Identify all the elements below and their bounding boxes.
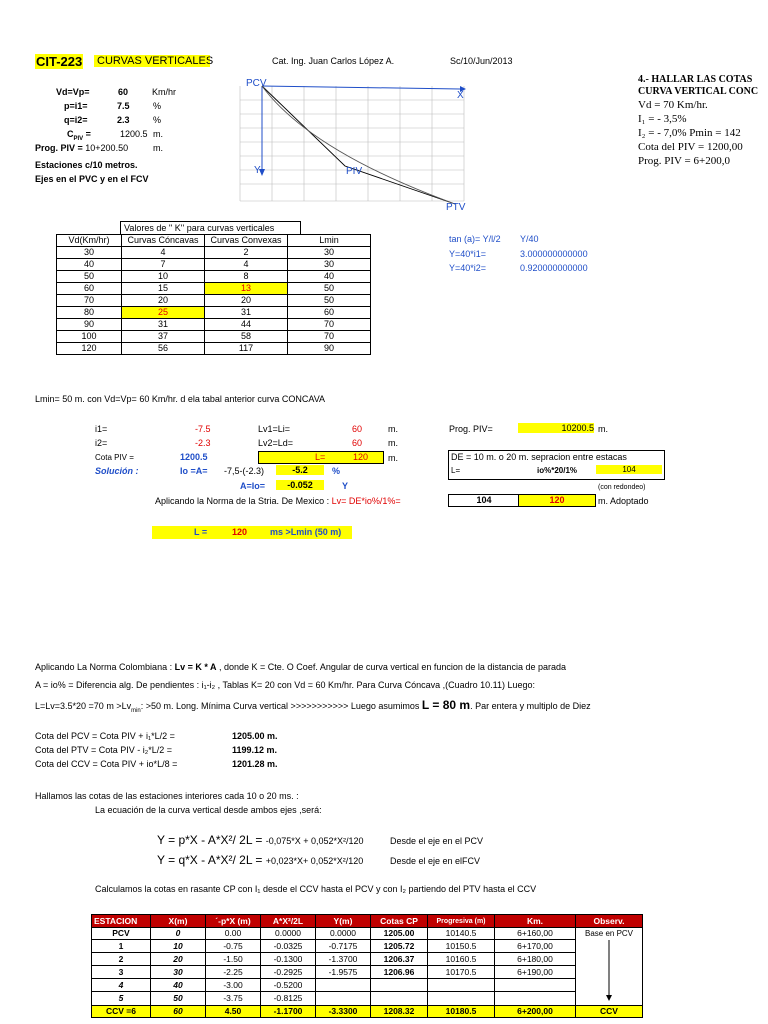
diagram-label-piv: PIV <box>346 166 363 177</box>
final-l-label: L = <box>194 527 208 537</box>
k-cell: 4 <box>122 247 205 259</box>
prog-piv-label: Prog. PIV= <box>449 424 493 434</box>
k-cell: 30 <box>57 247 122 259</box>
k-cell: 31 <box>122 319 205 331</box>
cell-ax2: -0.2925 <box>261 966 316 979</box>
calc-a-value: -0.052 <box>276 480 324 490</box>
cell-km: 6+170,00 <box>495 940 576 953</box>
cell-y: 0.0000 <box>316 928 371 940</box>
k-cell: 60 <box>288 307 371 319</box>
k-table-title: Valores de '' K'' para curvas verticales <box>120 221 301 235</box>
cell-estacion: CCV =6 <box>92 1005 151 1017</box>
equation-fcv-note: Desde el eje en elFCV <box>390 856 481 866</box>
param-p-label: p=i1= <box>64 101 88 111</box>
cell-y: -0.7175 <box>316 940 371 953</box>
equation-pcv-note: Desde el eje en el PCV <box>390 836 484 846</box>
de-text: DE = 10 m. o 20 m. sepracion entre estacas <box>451 452 627 462</box>
calc-l-unit: m. <box>388 453 398 463</box>
param-cpiv-unit: m. <box>153 129 163 139</box>
k-cell: 8 <box>205 271 288 283</box>
cell-x: 0 <box>151 928 206 940</box>
k-cell: 40 <box>288 271 371 283</box>
calc-lv1-value: 60 <box>352 424 363 434</box>
calc-cota-label: Cota PIV = <box>95 453 134 462</box>
cell-y <box>316 992 371 1005</box>
k-table-header-row <box>57 235 371 247</box>
diagram-label-pcv: PCV <box>246 78 267 89</box>
diagram-label-x: X <box>457 90 464 101</box>
tan-r3a: Y=40*i2= <box>449 263 487 273</box>
cell-ax2: -0.0325 <box>261 940 316 953</box>
cell-y <box>316 979 371 992</box>
problem-line-7: Prog. PIV = 6+200,0 <box>638 155 730 167</box>
cell-estacion: PCV <box>92 928 151 940</box>
cell-cotas: 1205.72 <box>371 940 428 953</box>
cell-progresiva: 10140.5 <box>428 928 495 940</box>
cell-estacion: 5 <box>92 992 151 1005</box>
calc-i1-value: -7.5 <box>195 424 211 434</box>
k-cell: 30 <box>288 247 371 259</box>
k-cell-highlight: 25 <box>122 307 205 319</box>
calc-i2-label: i2= <box>95 438 108 448</box>
colombian-line-2: A = io% = Diferencia alg. De pendientes : i₁-i₂ , Tablas K= 20 con Vd = 60 Km/hr. Para Curva Cóncava ,(Cuadro 10.11) Luego: <box>35 680 535 690</box>
hallamos-note: Hallamos las cotas de las estaciones interiores cada 10 o 20 ms. : <box>35 791 299 801</box>
k-cell: 70 <box>288 331 371 343</box>
k-cell: 30 <box>288 259 371 271</box>
cell-x: 30 <box>151 966 206 979</box>
stations-table <box>91 914 643 1018</box>
tan-r3b: 0.920000000000 <box>520 263 588 273</box>
param-vd-label: Vd=Vp= <box>56 87 90 97</box>
cell-cotas: 1206.37 <box>371 953 428 966</box>
cell-y: -1.9575 <box>316 966 371 979</box>
th-x: X(m) <box>151 915 206 928</box>
k-cell: 40 <box>57 259 122 271</box>
table-row <box>92 953 643 966</box>
table-row <box>57 319 371 331</box>
cell-estacion: 1 <box>92 940 151 953</box>
cell-x: 10 <box>151 940 206 953</box>
down-arrow-icon <box>599 940 619 1002</box>
cell-x: 20 <box>151 953 206 966</box>
k-cell: 50 <box>57 271 122 283</box>
k-cell: 20 <box>122 295 205 307</box>
cell-km: 6+190,00 <box>495 966 576 979</box>
equation-pcv: Y = p*X - A*X²/ 2L = -0,075*X + 0,052*X²/120 <box>157 833 364 847</box>
param-vd-unit: Km/hr <box>152 87 177 97</box>
cell-ax2: -1.1700 <box>261 1005 316 1017</box>
cell-cotas <box>371 992 428 1005</box>
calc-i2-value: -2.3 <box>195 438 211 448</box>
norma-mexico: Aplicando la Norma de la Stria. De Mexico : Lv= DE*io%/1%= <box>155 496 401 506</box>
cell-progresiva: 10160.5 <box>428 953 495 966</box>
cell-cotas: 1206.96 <box>371 966 428 979</box>
table-row <box>57 331 371 343</box>
cell-y: -3.3300 <box>316 1005 371 1017</box>
diagram-label-y: Y <box>254 165 261 176</box>
k-cell: 44 <box>205 319 288 331</box>
param-cpiv-value: 1200.5 <box>120 129 148 139</box>
problem-line-5: I₂ = - 7,0% Pmin = 142 <box>638 127 741 139</box>
date: Sc/10/Jun/2013 <box>450 56 513 66</box>
param-q-unit: % <box>153 115 162 125</box>
cell-ax2: 0.0000 <box>261 928 316 940</box>
k-header-concavas: Curvas Cóncavas <box>122 235 205 247</box>
table-row <box>57 283 371 295</box>
cell-observ: CCV <box>576 1005 643 1017</box>
cell-km <box>495 992 576 1005</box>
calc-l-value: 120 <box>353 452 369 462</box>
cota-ptv-value: 1199.12 m. <box>232 745 278 755</box>
calculamos-note: Calculamos la cotas en rasante CP con I₁ desde el CCV hasta el PCV y con I₂ partiendo del PTV hasta el CCV <box>95 884 537 894</box>
table-row <box>92 966 643 979</box>
table-row <box>57 259 371 271</box>
th-progresiva: Progresiva (m) <box>428 915 495 928</box>
k-cell: 120 <box>57 343 122 355</box>
cell-observ: Base en PCV <box>576 928 643 940</box>
cell-px: -0.75 <box>206 940 261 953</box>
cell-x: 50 <box>151 992 206 1005</box>
k-table <box>56 234 371 355</box>
k-header-convexas: Curvas Convexas <box>205 235 288 247</box>
k-cell: 56 <box>122 343 205 355</box>
adopt-unit: m. Adoptado <box>598 496 649 506</box>
de-value: 104 <box>596 465 662 474</box>
prog-piv-unit-2: m. <box>598 424 608 434</box>
k-cell-highlight: 13 <box>205 283 288 295</box>
calc-io-unit: % <box>332 466 341 476</box>
final-l-banner <box>152 526 352 539</box>
final-l-value: 120 <box>232 527 248 537</box>
tan-r1b: Y/40 <box>520 234 539 244</box>
cell-estacion: 2 <box>92 953 151 966</box>
calc-y-label: Y <box>342 481 349 491</box>
k-cell: 90 <box>288 343 371 355</box>
problem-line-6: Cota del PIV = 1200,00 <box>638 141 743 153</box>
author: Cat. Ing. Juan Carlos López A. <box>272 56 395 66</box>
k-cell: 70 <box>288 319 371 331</box>
k-header-vd: Vd(Km/hr) <box>57 235 122 247</box>
prog-piv-unit: m. <box>153 143 163 153</box>
calc-l-label: L= <box>315 452 326 462</box>
param-q-value: 2.3 <box>117 115 130 125</box>
vertical-curve-diagram <box>225 76 470 216</box>
equation-fcv: Y = q*X - A*X²/ 2L = +0,023*X+ 0,052*X²/120 <box>157 853 364 867</box>
th-y: Y(m) <box>316 915 371 928</box>
problem-line-1: 4.- HALLAR LAS COTAS <box>638 74 753 85</box>
k-cell: 117 <box>205 343 288 355</box>
k-cell: 10 <box>122 271 205 283</box>
cell-progresiva <box>428 992 495 1005</box>
cell-px: 0.00 <box>206 928 261 940</box>
cell-km: 6+160,00 <box>495 928 576 940</box>
param-vd-value: 60 <box>118 87 129 97</box>
th-cotas: Cotas CP <box>371 915 428 928</box>
cell-ax2: -0.8125 <box>261 992 316 1005</box>
cell-estacion: 3 <box>92 966 151 979</box>
table-row <box>57 247 371 259</box>
k-cell: 50 <box>288 283 371 295</box>
k-cell: 100 <box>57 331 122 343</box>
problem-line-3: Vd = 70 Km/hr. <box>638 99 708 111</box>
cell-cotas: 1208.32 <box>371 1005 428 1017</box>
table-row <box>92 992 643 1005</box>
th-observ: Observ. <box>576 915 643 928</box>
calc-cota-value: 1200.5 <box>180 452 208 462</box>
stations-header-row <box>92 915 643 928</box>
tan-r2a: Y=40*i1= <box>449 249 487 259</box>
k-cell: 37 <box>122 331 205 343</box>
final-l-text: ms >Lmin (50 m) <box>270 527 342 537</box>
param-q-label: q=i2= <box>64 115 88 125</box>
ecuacion-note: La ecuación de la curva vertical desde ambos ejes ,será: <box>95 805 322 815</box>
k-cell: 2 <box>205 247 288 259</box>
param-p-unit: % <box>153 101 162 111</box>
prog-piv: Prog. PIV = 10+200.50 <box>35 143 129 153</box>
cell-y: -1.3700 <box>316 953 371 966</box>
cell-px: -3.75 <box>206 992 261 1005</box>
k-cell: 70 <box>57 295 122 307</box>
cell-progresiva: 10150.5 <box>428 940 495 953</box>
cell-ax2: -0.5200 <box>261 979 316 992</box>
colombian-line-3: L=Lv=3.5*20 =70 $m >Lv_{min}$: >50 m. Long. Mínima Curva vertical >>>>>>>>>>> Luego asumimos L = 80 m. Par entera y multiplo de Diez <box>35 698 591 714</box>
k-cell: 80 <box>57 307 122 319</box>
k-cell: 58 <box>205 331 288 343</box>
sheet-code: CIT-223 <box>36 54 83 69</box>
k-cell: 60 <box>57 283 122 295</box>
k-cell: 50 <box>288 295 371 307</box>
calc-a-label: A=Io= <box>240 481 266 491</box>
cell-px: -3.00 <box>206 979 261 992</box>
tan-r2b: 3.000000000000 <box>520 249 588 259</box>
lmin-note: Lmin= 50 m. con Vd=Vp= 60 Km/hr. d ela tabal anterior curva CONCAVA <box>35 394 326 404</box>
problem-line-2: CURVA VERTICAL CONC <box>638 86 759 97</box>
cell-px: -2.25 <box>206 966 261 979</box>
cell-cotas <box>371 979 428 992</box>
calc-io-expr: -7,5-(-2.3) <box>224 466 265 476</box>
cell-estacion: 4 <box>92 979 151 992</box>
cota-ccv-value: 1201.28 m. <box>232 759 278 769</box>
k-cell: 90 <box>57 319 122 331</box>
cell-cotas: 1205.00 <box>371 928 428 940</box>
cota-ptv-label: Cota del PTV = Cota PIV - i₂*L/2 = <box>35 745 173 755</box>
th-px: ´-p*X (m) <box>206 915 261 928</box>
table-row <box>57 307 371 319</box>
calc-io-value: -5.2 <box>276 465 324 475</box>
table-row <box>57 343 371 355</box>
diagram-label-ptv: PTV <box>446 202 466 213</box>
adopt-value-b: 120 <box>518 494 596 507</box>
th-km: Km. <box>495 915 576 928</box>
calc-l-box <box>258 451 384 464</box>
estaciones-note: Estaciones c/10 metros. <box>35 160 138 170</box>
k-cell: 4 <box>205 259 288 271</box>
cota-pcv-value: 1205.00 m. <box>232 731 278 741</box>
cell-progresiva: 10170.5 <box>428 966 495 979</box>
calc-solucion: Solución : <box>95 466 139 476</box>
adopt-value-a: 104 <box>448 494 520 507</box>
calc-lv1-label: Lv1=Li= <box>258 424 291 434</box>
redondeo-note: (con redondeo) <box>598 484 646 491</box>
th-estacion: ESTACION <box>92 915 151 928</box>
table-row <box>92 928 643 940</box>
table-row <box>92 940 643 953</box>
de-l-label: L= <box>451 466 461 475</box>
k-cell: 20 <box>205 295 288 307</box>
de-formula: io%*20/1% <box>537 466 578 475</box>
prog-piv-value: 10200.5 <box>518 423 594 433</box>
tan-r1a: tan (a)= Y/l/2 <box>449 234 501 244</box>
cell-ax2: -0.1300 <box>261 953 316 966</box>
cell-px: 4.50 <box>206 1005 261 1017</box>
k-cell: 15 <box>122 283 205 295</box>
cell-progresiva <box>428 979 495 992</box>
table-row <box>92 979 643 992</box>
calc-lv2-unit: m. <box>388 438 398 448</box>
observ-arrow-cell <box>576 940 643 1006</box>
cell-progresiva: 10180.5 <box>428 1005 495 1017</box>
cell-km <box>495 979 576 992</box>
cell-km: 6+200,00 <box>495 1005 576 1017</box>
cota-ccv-label: Cota del CCV = Cota PIV + io*L/8 = <box>35 759 178 769</box>
cell-x: 40 <box>151 979 206 992</box>
ejes-note: Ejes en el PVC y en el FCV <box>35 174 149 184</box>
calc-io-label: Io =A= <box>180 466 208 476</box>
table-row <box>57 295 371 307</box>
colombian-line-1: Aplicando La Norma Colombiana : Lv = K * A , donde K = Cte. O Coef. Angular de curva vertical en funcion de la distancia de parada <box>35 662 566 672</box>
k-cell: 31 <box>205 307 288 319</box>
table-row <box>92 1005 643 1017</box>
cell-px: -1.50 <box>206 953 261 966</box>
calc-lv2-label: Lv2=Ld= <box>258 438 294 448</box>
cota-pcv-label: Cota del PCV = Cota PIV + i₁*L/2 = <box>35 731 175 741</box>
cell-x: 60 <box>151 1005 206 1017</box>
table-row <box>57 271 371 283</box>
th-ax2: A*X²/2L <box>261 915 316 928</box>
k-cell: 7 <box>122 259 205 271</box>
calc-lv1-unit: m. <box>388 424 398 434</box>
problem-line-4: I₁ = - 3,5% <box>638 113 687 125</box>
k-header-lmin: Lmin <box>288 235 371 247</box>
param-cpiv-label: $C_{PIV}$ = <box>67 129 91 142</box>
param-p-value: 7.5 <box>117 101 130 111</box>
calc-lv2-value: 60 <box>352 438 363 448</box>
calc-i1-label: i1= <box>95 424 108 434</box>
cell-km: 6+180,00 <box>495 953 576 966</box>
sheet-title: CURVAS VERTICALES <box>94 55 210 67</box>
